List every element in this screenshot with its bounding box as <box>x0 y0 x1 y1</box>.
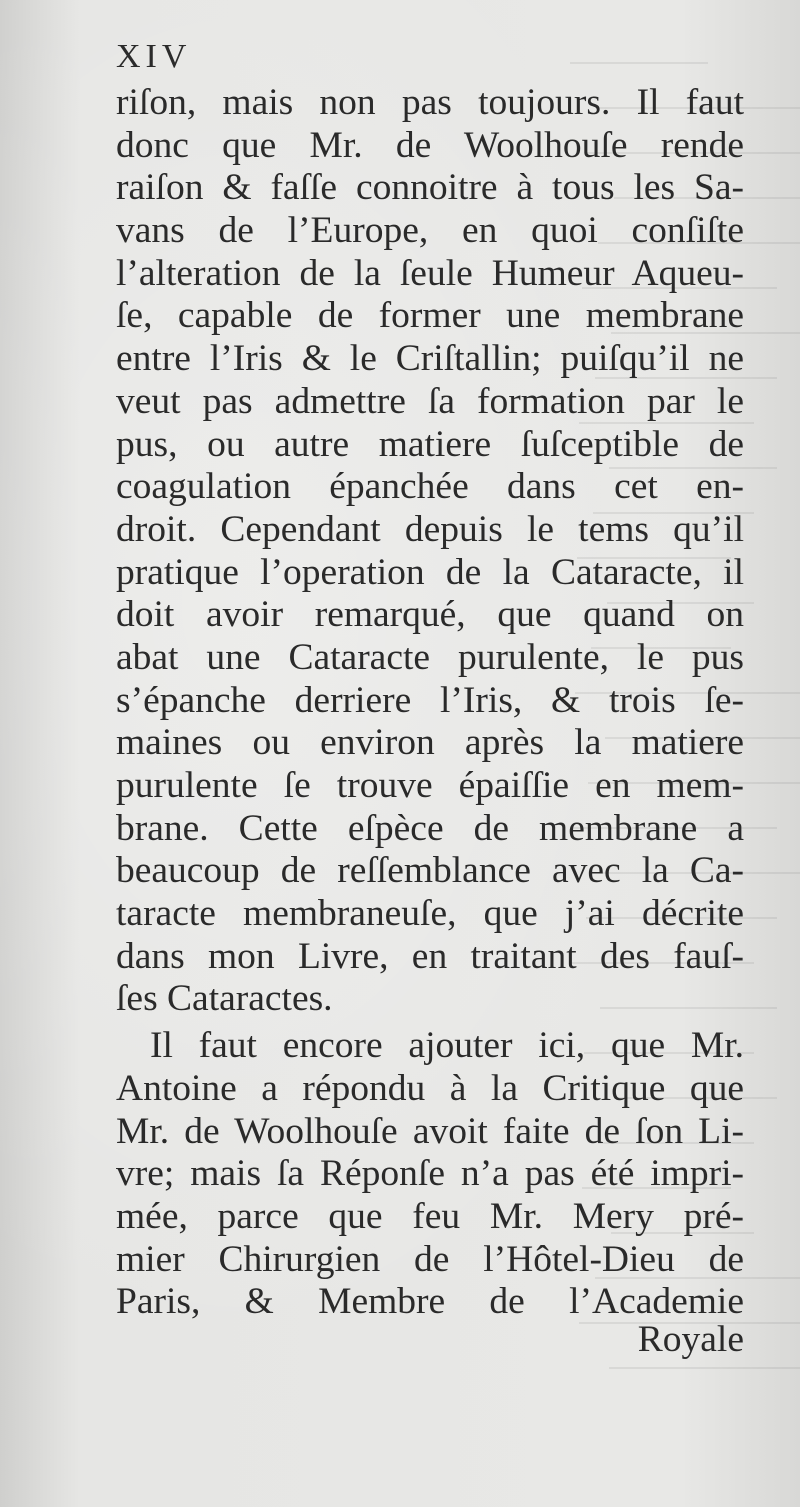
text-line: coagulation épanchée dans cet en- <box>116 466 744 508</box>
text-line: mée, parce que feu Mr. Mery pré- <box>116 1195 744 1237</box>
text-line: purulente ſe trouve épaiſſie en mem- <box>116 765 744 806</box>
text-line: doit avoir remarqué, que quand on <box>116 594 744 636</box>
text-line: raiſon & faſſe connoitre à tous les Sa- <box>116 167 744 209</box>
text-line: mier Chirurgien de l’Hôtel-Dieu de <box>116 1238 744 1280</box>
text-line: pratique l’operation de la Cataracte, il <box>116 551 744 593</box>
text-line: maines ou environ après la matiere <box>116 722 744 764</box>
text-line: abat une Cataracte purulente, le pus <box>116 636 744 678</box>
text-line: ſe, capable de former une membrane <box>116 295 744 337</box>
text-line: droit. Cependant depuis le tems qu’il <box>116 508 744 550</box>
text-line: beaucoup de reſſemblance avec la Ca- <box>116 850 744 892</box>
text-line: Paris, & Membre de l’Academie <box>116 1281 744 1323</box>
bleed-line <box>570 20 708 64</box>
text-line: veut pas admettre ſa formation par le <box>116 380 744 422</box>
text-line: s’épanche derriere l’Iris, & trois ſe- <box>116 679 744 721</box>
text-line: entre l’Iris & le Criſtallin; puiſqu’il ne <box>116 338 744 380</box>
text-line: dans mon Livre, en traitant des fauſ- <box>116 935 744 977</box>
text-line: donc que Mr. de Woolhouſe rende <box>116 124 744 166</box>
text-line: vre; mais ſa Réponſe n’a pas été impri- <box>116 1153 744 1195</box>
text-line: Mr. de Woolhouſe avoit faite de ſon Li- <box>116 1110 744 1152</box>
text-line: ſes Cataractes. <box>116 978 333 1020</box>
text-line: pus, ou autre matiere ſuſceptible de <box>116 423 744 465</box>
paragraph-1 <box>116 82 744 1021</box>
body-text <box>116 82 744 1324</box>
text-line: vans de l’Europe, en quoi conſiſte <box>116 210 744 252</box>
text-line: Antoine a répondu à la Critique que <box>116 1067 744 1109</box>
text-line: brane. Cette eſpèce de membrane a <box>116 807 744 849</box>
text-line: l’alteration de la ſeule Humeur Aqueu- <box>116 252 744 294</box>
page-number: XIV <box>116 38 192 75</box>
catchword: Royale <box>637 1319 744 1360</box>
text-line: taracte membraneuſe, que j’ai décrite <box>116 893 744 935</box>
paragraph-2 <box>116 1025 744 1324</box>
text-line: riſon, mais non pas toujours. Il faut <box>116 82 744 123</box>
text-line: Il faut encore ajouter ici, que Mr. <box>150 1025 744 1067</box>
